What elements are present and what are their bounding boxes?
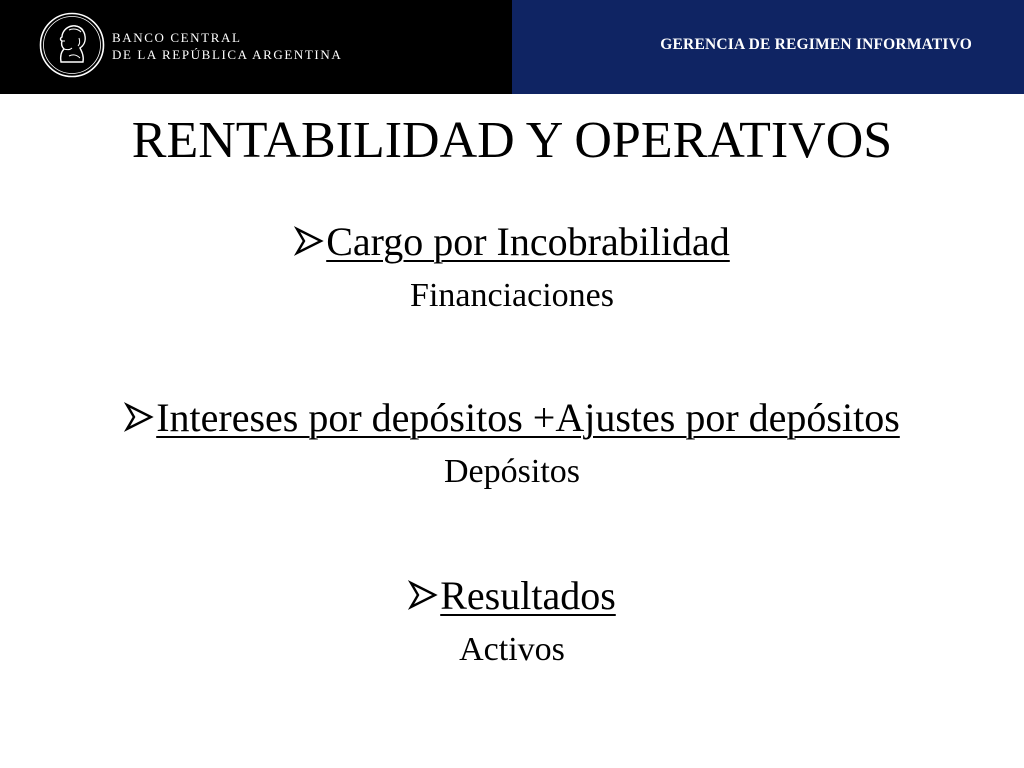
bullet-heading [0,394,1024,442]
liberty-head-seal-icon [39,12,105,78]
bank-name-line-2: DE LA REPÚBLICA ARGENTINA [112,47,343,62]
bullet-item [0,218,1024,316]
header-right-band [512,0,1024,94]
bullet-subtext: Depósitos [444,453,580,490]
bullet-subtext: Activos [459,631,565,668]
bullet-item [0,572,1024,670]
bullet-heading [0,572,1024,620]
arrow-bullet-icon [408,580,438,610]
bullet-heading [0,218,1024,266]
header-bar [0,0,1024,94]
arrow-bullet-icon [124,402,154,432]
bullet-subtext: Financiaciones [410,277,614,314]
bullet-item [0,394,1024,492]
bullet-label: Intereses por depósitos +Ajustes por depósitos [156,395,900,440]
arrow-bullet-icon [294,226,324,256]
bullet-label: Resultados [440,573,616,618]
bank-name [112,29,342,63]
bullet-label: Cargo por Incobrabilidad [326,219,730,264]
bank-name-line-1: BANCO CENTRAL [112,30,242,45]
department-name: GERENCIA DE REGIMEN INFORMATIVO [660,36,972,53]
slide-title: RENTABILIDAD Y OPERATIVOS [131,112,893,169]
header-left-band [0,0,512,94]
